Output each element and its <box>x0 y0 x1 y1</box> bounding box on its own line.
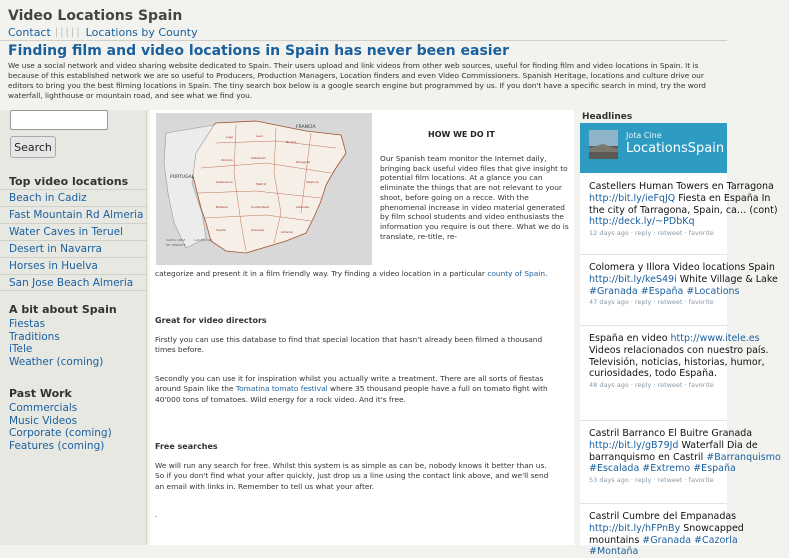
header-divider <box>0 40 727 41</box>
tweet-divider <box>580 254 727 255</box>
tweet-body: Castril Cumbre del Empanadas <box>589 511 737 522</box>
tweet-text <box>589 333 789 380</box>
tweet-link[interactable]: #Granada #España #Locations <box>589 285 740 297</box>
list-item <box>0 189 146 206</box>
avatar[interactable] <box>589 130 618 159</box>
svg-text:Zaragoza: Zaragoza <box>296 160 311 164</box>
tweet-link[interactable]: http://bit.ly/gB79Jd <box>589 439 679 451</box>
svg-text:Valencia: Valencia <box>306 180 319 184</box>
tweet-divider <box>580 420 727 421</box>
svg-text:SANTA CRUZ: SANTA CRUZ <box>166 238 186 242</box>
about-link[interactable]: Traditions <box>9 330 60 343</box>
top-location-link[interactable]: Beach in Cadiz <box>9 192 87 204</box>
past-work-link[interactable]: Features (coming) <box>9 439 105 452</box>
site-title: Video Locations Spain <box>8 8 183 24</box>
tweet-meta[interactable]: 48 days ago · reply · retweet · favorite <box>589 381 714 390</box>
tweet-link[interactable]: http://deck.ly/~PDbKq <box>589 216 695 228</box>
nav-separator: ||||| <box>54 27 82 38</box>
past-work-link[interactable]: Corporate (coming) <box>9 427 112 439</box>
twitter-widget-header <box>580 123 727 173</box>
about-link[interactable]: Fiestas <box>9 318 46 330</box>
about-spain-heading: A bit about Spain <box>9 303 117 316</box>
tweet-body: Castellers Human Towers en Tarragona <box>589 181 774 192</box>
map-label-francia: FRANCIA <box>296 125 316 130</box>
tweet-text <box>589 181 789 228</box>
tweet-link[interactable]: http://www.itele.es <box>670 333 760 344</box>
directors-p2-end: where 35 thousand people have a full on tomato fight with 40'000 tons of tomatoes. Wild energy for a rock video. And it's free. <box>155 384 548 404</box>
tweet-body: Snowcapped mountains <box>589 522 744 546</box>
list-item <box>9 356 103 369</box>
svg-text:Salamanca: Salamanca <box>216 180 233 184</box>
list-item <box>9 440 112 453</box>
widget-title[interactable]: LocationsSpain <box>626 141 725 156</box>
tweet-body: Castril Barranco El Buitre Granada <box>589 428 753 439</box>
svg-text:Leon: Leon <box>256 134 264 138</box>
top-location-link[interactable]: San Jose Beach Almeria <box>9 277 134 289</box>
top-location-link[interactable]: Horses in Huelva <box>9 260 98 272</box>
svg-text:Zamora: Zamora <box>221 158 233 162</box>
top-location-link[interactable]: Desert in Navarra <box>9 243 102 255</box>
tomatina-festival-link[interactable]: Tomatina tomato festival <box>235 384 328 394</box>
svg-text:Burgos: Burgos <box>286 140 297 144</box>
directors-heading: Great for video directors <box>155 316 267 325</box>
top-locations-heading: Top video locations <box>9 175 129 188</box>
svg-text:Badajoz: Badajoz <box>216 205 228 209</box>
trailing-text: . <box>155 510 158 519</box>
free-searches-heading: Free searches <box>155 442 218 451</box>
svg-text:Madrid: Madrid <box>256 182 267 186</box>
tweet-link[interactable]: http://bit.ly/hFPnBy <box>589 522 681 534</box>
nav-contact-link[interactable]: Contact <box>8 26 51 39</box>
tweet-meta[interactable]: 12 days ago · reply · retweet · favorite <box>589 229 714 238</box>
top-navigation <box>8 26 198 39</box>
tweet-link[interactable]: #Barranquismo #Escalada #Extremo #España <box>589 451 781 475</box>
list-item <box>0 223 146 240</box>
directors-paragraph-1: Firstly you can use this database to find that special location that hasn't already been filmed a thousand times before. <box>155 335 543 355</box>
search-input[interactable] <box>10 110 108 130</box>
twitter-widget <box>580 123 781 558</box>
top-location-link[interactable]: Water Caves in Teruel <box>9 226 123 238</box>
tweet-body: Colomera y Illora Video locations Spain <box>589 262 775 273</box>
spain-map-svg <box>156 113 372 265</box>
tweet-divider <box>580 503 727 504</box>
tweet-body: White Village & Lake <box>676 273 778 285</box>
tweet-divider <box>580 325 727 326</box>
widget-subtitle: Jota Cine <box>626 131 662 140</box>
how-end-text: . <box>545 269 548 278</box>
tweet-body: Fiesta en España In the city of Tarragona, Spain, ca… (cont) <box>589 192 778 216</box>
list-item <box>9 415 112 428</box>
past-work-list <box>9 402 112 452</box>
past-work-link[interactable]: Commercials <box>9 402 78 414</box>
svg-text:Lugo: Lugo <box>226 135 234 139</box>
list-item <box>0 274 146 291</box>
free-searches-paragraph: We will run any search for free. Whilst this system is as simple as can be, nobody knows it better than us. So if you don't find what your after quickly, just drop us a line using the contact link above, and we'll send an email with links in. Remember to tell us what your after. <box>155 461 549 491</box>
map-label-portugal: PORTUGAL <box>170 175 195 180</box>
svg-text:Granada: Granada <box>251 228 264 232</box>
top-location-link[interactable]: Fast Mountain Rd Almeria <box>9 209 144 221</box>
tweet-link[interactable]: http://bit.ly/ieFqJQ <box>589 192 676 204</box>
tweet-body: Waterfall Dia de barranquismo en Castril <box>589 439 758 463</box>
tweet <box>589 262 789 307</box>
avatar-image <box>589 130 618 159</box>
main-content <box>150 110 574 545</box>
list-item <box>9 402 112 415</box>
list-item <box>9 427 112 440</box>
tweet <box>589 181 789 238</box>
tweet <box>589 511 789 558</box>
intro-paragraph: We use a social network and video sharing website dedicated to Spain. Their users upload and link videos from other web sources, useful for finding film and video locations in Spain. It is because of this established network we are so useful to Producers, Production Managers, Location finders and even Video Commissioners. Spanish Heritage, locations and culture drive our editors to bring you the best filming locations in Spain. The tiny search box below is a google search engine but programmed by us. If you don't have a specific search in mind, try the word waterfall, lighthouse or mountain road, and see what we find you. <box>8 61 706 100</box>
spain-map-image[interactable] <box>156 113 372 265</box>
top-locations-list <box>0 189 146 291</box>
about-link[interactable]: iTele <box>9 343 33 355</box>
left-sidebar <box>0 110 147 545</box>
tweet-body: Videos relacionados con nuestro país. Televisión, noticias, historias, humor, curiosidades, todo España. <box>589 344 769 380</box>
headlines-title: Headlines <box>582 112 633 122</box>
tweet-link[interactable]: http://bit.ly/keS49i <box>589 273 677 285</box>
tweet-link[interactable]: #Granada #Cazorla #Montaña <box>589 534 738 558</box>
svg-text:Albacete: Albacete <box>296 205 310 209</box>
list-item <box>0 240 146 257</box>
past-work-link[interactable]: Music Videos <box>9 414 78 427</box>
tweet-body: España en video <box>589 333 671 344</box>
svg-text:Sevilla: Sevilla <box>216 228 226 232</box>
list-item <box>9 343 103 356</box>
svg-text:Almeria: Almeria <box>281 230 293 234</box>
svg-text:Valladolid: Valladolid <box>251 156 266 160</box>
how-we-do-it-title: HOW WE DO IT <box>428 130 495 139</box>
list-item <box>9 331 103 344</box>
headlines-panel <box>580 110 781 558</box>
directors-p2-start: Secondly you can use it for inspiration whilst you actually write a treatment. There are all sorts of fiestas around Spain like the <box>155 374 544 394</box>
how-cont-text: categorize and present it in a film friendly way. Try finding a video location in a particular <box>155 269 488 278</box>
list-item <box>9 318 103 331</box>
list-item <box>0 206 146 223</box>
tweet-meta[interactable]: 47 days ago · reply · retweet · favorite <box>589 298 714 307</box>
county-of-spain-link[interactable]: county of Spain <box>487 269 546 278</box>
page-tagline: Finding film and video locations in Spain has never been easier <box>8 43 509 59</box>
about-link[interactable]: Weather (coming) <box>9 355 104 368</box>
list-item <box>0 257 146 274</box>
tweet-meta[interactable]: 53 days ago · reply · retweet · favorite <box>589 476 714 485</box>
tweet <box>589 333 789 390</box>
svg-text:DE TENERIFE: DE TENERIFE <box>166 243 186 247</box>
search-button[interactable]: Search <box>10 136 56 158</box>
tweet <box>589 428 789 485</box>
tweet-text <box>589 428 789 475</box>
directors-paragraph-2 <box>155 374 557 405</box>
past-work-heading: Past Work <box>9 387 72 400</box>
page-header <box>0 0 727 110</box>
how-we-do-it-text-continued <box>155 269 555 279</box>
about-spain-list <box>9 318 103 368</box>
tweet-text <box>589 511 789 558</box>
nav-locations-by-county-link[interactable]: Locations by County <box>85 26 198 39</box>
svg-text:LAS PALMAS: LAS PALMAS <box>194 238 213 242</box>
svg-text:Ciudad Real: Ciudad Real <box>251 205 269 209</box>
how-we-do-it-text: Our Spanish team monitor the Internet daily, bringing back useful video files that give insight to potential film locations. At a glance you can eliminate the things that are not relevant to your shoot, before going on a recce. With the phenomenal increase in video material generated by film school students and video enthusiasts the information you require is out there. What we do is translate, re-title, re- <box>380 154 569 241</box>
tweet-text <box>589 262 789 297</box>
